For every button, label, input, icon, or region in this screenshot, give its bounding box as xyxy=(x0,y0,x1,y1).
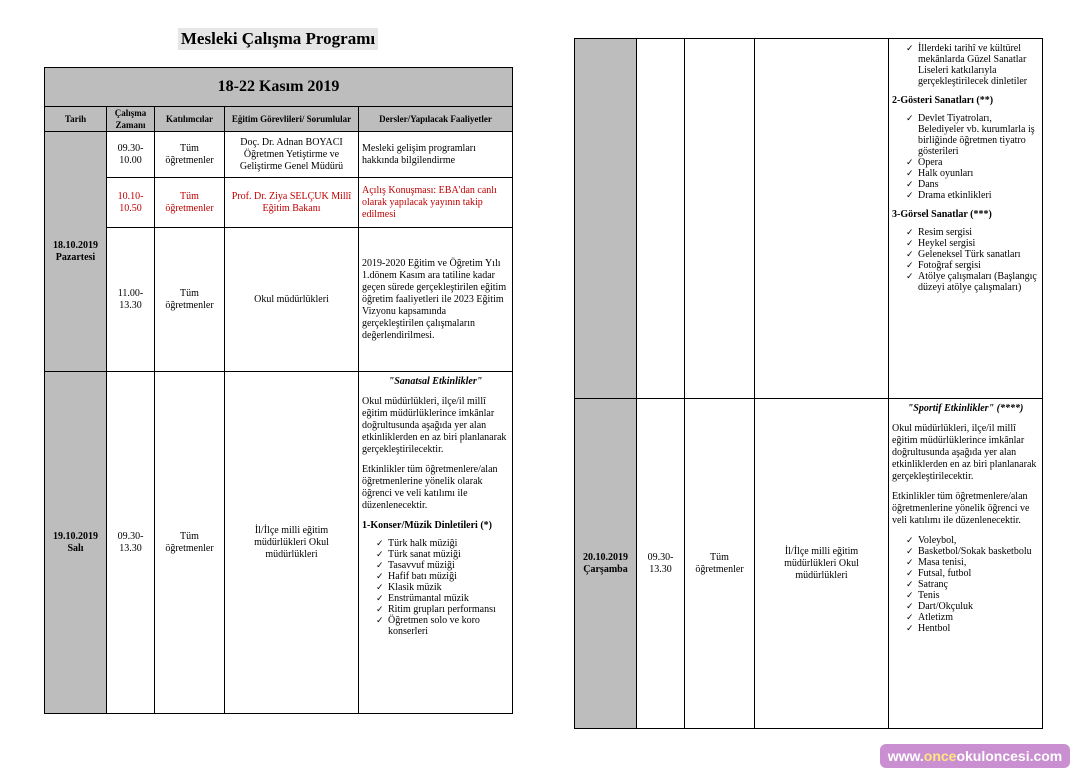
list-item: ✓ Fotoğraf sergisi xyxy=(906,260,1039,271)
responsible-cell: Prof. Dr. Ziya SELÇUK Millî Eğitim Bakanı xyxy=(225,178,359,228)
activity-cell: Mesleki gelişim programları hakkında bilgilendirme xyxy=(359,132,513,178)
header-time: Çalışma Zamanı xyxy=(107,107,155,132)
watermark-link[interactable] xyxy=(880,744,1070,768)
participants-cell: Tüm öğretmenler xyxy=(155,178,225,228)
header-date: Tarih xyxy=(45,107,107,132)
time-cell: 10.10-10.50 xyxy=(107,178,155,228)
list-item: ✓ Opera xyxy=(906,157,1039,168)
empty-cell xyxy=(685,39,755,399)
activity-cell: 2019-2020 Eğitim ve Öğretim Yılı 1.dönem Kasım ara tatiline kadar geçen sürede gerçekleştirilen eğitim öğretim faaliyetleri ile 2023 Eğitim Vizyonu kapsamında gerçekleştirilen çalışmaların değerlendirilmesi. xyxy=(359,228,513,372)
empty-cell xyxy=(755,39,889,399)
participants-cell: Tüm öğretmenler xyxy=(155,372,225,714)
list-item: ✓ Heykel sergisi xyxy=(906,238,1039,249)
date: 20.10.2019 xyxy=(583,551,628,563)
subsection-title: 2-Gösteri Sanatları (**) xyxy=(892,95,994,106)
responsible-cell: Okul müdürlükleri xyxy=(225,228,359,372)
list-item: ✓ Voleybol, xyxy=(906,535,1039,546)
list-item: ✓ Klasik müzik xyxy=(376,582,509,593)
weekday: Pazartesi xyxy=(55,251,96,263)
list-item: ✓ Ritim grupları performansı xyxy=(376,604,509,615)
date-cell-wednesday xyxy=(575,399,637,729)
list-item: ✓ Geleneksel Türk sanatları xyxy=(906,249,1039,260)
list-item: ✓ Hafif batı müziği xyxy=(376,571,509,582)
list-item: ✓ Hentbol xyxy=(906,623,1039,634)
empty-cell xyxy=(637,39,685,399)
activity-cell xyxy=(359,372,513,714)
week-title: 18-22 Kasım 2019 xyxy=(45,68,513,107)
time-cell: 09.30-13.30 xyxy=(107,372,155,714)
list-item: ✓ Dart/Okçuluk xyxy=(906,601,1039,612)
time-cell: 11.00-13.30 xyxy=(107,228,155,372)
list-item: ✓ Tenis xyxy=(906,590,1039,601)
checklist xyxy=(892,113,1039,201)
weekday: Çarşamba xyxy=(583,563,628,575)
responsible-cell: İl/İlçe milli eğitim müdürlükleri Okul müdürlükleri xyxy=(225,372,359,714)
schedule-table-left xyxy=(44,67,513,714)
activity-cell xyxy=(889,39,1043,399)
activity-cell xyxy=(889,399,1043,729)
list-item: ✓ İllerdeki tarihî ve kültürel mekânlarda Güzel Sanatlar Liseleri katkılarıyla gerçekleştirilecek dinletiler xyxy=(906,43,1039,87)
watermark-highlight: once xyxy=(923,748,957,764)
schedule-table-right xyxy=(574,38,1043,729)
paragraph: Okul müdürlükleri, ilçe/il millî eğitim müdürlüklerince imkânlar doğrultusunda aşağıda yer alan etkinliklerden en az biri planlanarak gerçekleştirilecektir. xyxy=(892,423,1037,482)
time-cell: 09.30-10.00 xyxy=(107,132,155,178)
header-activities: Dersler/Yapılacak Faaliyetler xyxy=(359,107,513,132)
list-item: ✓ Dans xyxy=(906,179,1039,190)
list-item: ✓ Basketbol/Sokak basketbolu xyxy=(906,546,1039,557)
date-cell-empty xyxy=(575,39,637,399)
participants-cell: Tüm öğretmenler xyxy=(155,132,225,178)
list-item: ✓ Devlet Tiyatroları, Belediyeler vb. kurumlarla iş birliğinde öğretmen tiyatro gösterileri xyxy=(906,113,1039,157)
list-item: ✓ Öğretmen solo ve koro konserleri xyxy=(376,615,509,637)
checklist xyxy=(362,538,509,637)
list-item: ✓ Enstrümantal müzik xyxy=(376,593,509,604)
date-cell-monday xyxy=(45,132,107,372)
date: 18.10.2019 xyxy=(53,239,98,251)
date-cell-tuesday xyxy=(45,372,107,714)
list-item: ✓ Türk halk müziği xyxy=(376,538,509,549)
list-item: ✓ Drama etkinlikleri xyxy=(906,190,1039,201)
subsection-title: 3-Görsel Sanatlar (***) xyxy=(892,209,992,220)
weekday: Salı xyxy=(67,542,84,554)
paragraph: Okul müdürlükleri, ilçe/il millî eğitim müdürlüklerince imkânlar doğrultusunda aşağıda yer alan etkinliklerden en az biri planlanarak gerçekleştirilecektir. xyxy=(362,396,507,455)
time-cell: 09.30-13.30 xyxy=(637,399,685,729)
list-item: ✓ Satranç xyxy=(906,579,1039,590)
activity-cell: Açılış Konuşması: EBA'dan canlı olarak yapılacak yayının takip edilmesi xyxy=(359,178,513,228)
date: 19.10.2019 xyxy=(53,530,98,542)
list-item: ✓ Atölye çalışmaları (Başlangıç düzeyi atölye çalışmaları) xyxy=(906,271,1039,293)
header-responsible: Eğitim Görevlileri/ Sorumlular xyxy=(225,107,359,132)
list-item: ✓ Masa tenisi, xyxy=(906,557,1039,568)
checklist xyxy=(892,227,1039,293)
participants-cell: Tüm öğretmenler xyxy=(685,399,755,729)
header-participants: Katılımcılar xyxy=(155,107,225,132)
list-item: ✓ Futsal, futbol xyxy=(906,568,1039,579)
responsible-cell: Doç. Dr. Adnan BOYACI Öğretmen Yetiştirme ve Geliştirme Genel Müdürü xyxy=(225,132,359,178)
list-item: ✓ Tasavvuf müziği xyxy=(376,560,509,571)
watermark-prefix: www. xyxy=(887,748,924,764)
subsection-title: 1-Konser/Müzik Dinletileri (*) xyxy=(362,520,492,531)
responsible-cell: İl/İlçe milli eğitim müdürlükleri Okul müdürlükleri xyxy=(755,399,889,729)
section-heading: "Sportif Etkinlikler" (****) xyxy=(907,403,1024,414)
watermark-suffix: okuloncesi.com xyxy=(956,748,1063,764)
checklist xyxy=(892,535,1039,634)
page-title: Mesleki Çalışma Programı xyxy=(178,28,378,50)
list-item: ✓ Türk sanat müziği xyxy=(376,549,509,560)
list-item: ✓ Halk oyunları xyxy=(906,168,1039,179)
checklist xyxy=(892,43,1039,87)
list-item: ✓ Atletizm xyxy=(906,612,1039,623)
paragraph: Etkinlikler tüm öğretmenlere/alan öğretmenlerine yönelik olarak öğrenci ve veli katılımı ile düzenlenecektir. xyxy=(362,464,498,511)
section-heading: "Sanatsal Etkinlikler" xyxy=(388,376,483,387)
paragraph: Etkinlikler tüm öğretmenlere/alan öğretmenlerine yönelik öğrenci ve veli katılımı ile düzenlenecektir. xyxy=(892,491,1030,526)
participants-cell: Tüm öğretmenler xyxy=(155,228,225,372)
list-item: ✓ Resim sergisi xyxy=(906,227,1039,238)
